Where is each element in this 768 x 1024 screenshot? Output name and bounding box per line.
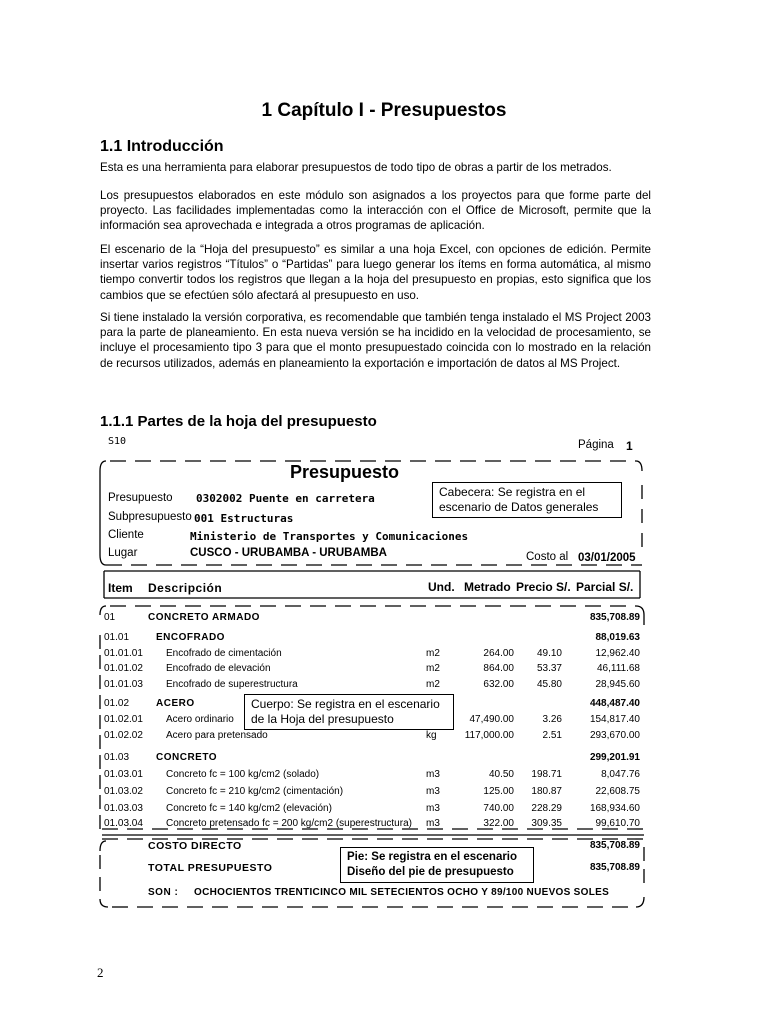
costo-value: 03/01/2005 (578, 552, 636, 564)
row-parcial: 12,962.40 (595, 648, 640, 659)
table-row (104, 769, 648, 783)
row-code: 01.03.03 (104, 803, 143, 814)
col-descripcion: Descripción (148, 581, 223, 595)
row-code: 01.02 (104, 698, 130, 709)
paragraph-1: Esta es una herramienta para elaborar presupuestos de todo tipo de obras a partir de los metrados. (100, 161, 612, 174)
row-code: 01 (104, 612, 116, 623)
row-code: 01.03.04 (104, 818, 143, 829)
row-desc: Acero para pretensado (166, 730, 268, 741)
page-label: Página (578, 439, 614, 451)
row-metrado: 40.50 (488, 769, 514, 780)
costo-directo-label: COSTO DIRECTO (148, 840, 242, 852)
row-parcial: 28,945.60 (595, 679, 640, 690)
row-parcial: 88,019.63 (595, 632, 640, 643)
row-code: 01.03 (104, 752, 130, 763)
row-parcial: 99,610.70 (595, 818, 640, 829)
row-precio: 198.71 (531, 769, 562, 780)
lugar-value: CUSCO - URUBAMBA - URUBAMBA (190, 547, 387, 559)
page-footer-number: 2 (97, 965, 104, 980)
paragraph-2: Los presupuestos elaborados en este módulo son asignados a los proyectos para que forme parte del proyecto. Las facilidades implementadas como la interacción con el Office de Microsoft, permite que la información sea aprovechada e integrada a otros programas de aplicación. (100, 189, 651, 233)
row-parcial: 168,934.60 (589, 803, 640, 814)
callout-pie: Pie: Se registra en el escenario Diseño del pie de presupuesto (340, 847, 534, 883)
row-und: m3 (426, 803, 440, 814)
row-precio: 53.37 (536, 663, 562, 674)
row-desc: Encofrado de cimentación (166, 648, 282, 659)
table-row (104, 648, 648, 662)
row-und: m3 (426, 818, 440, 829)
callout-cuerpo: Cuerpo: Se registra en el escenario de la Hoja del presupuesto (244, 694, 454, 730)
cliente-value: Ministerio de Transportes y Comunicaciones (190, 530, 469, 543)
row-desc: Encofrado de elevación (166, 663, 271, 674)
total-label: TOTAL PRESUPUESTO (148, 862, 273, 874)
costo-label: Costo al (526, 551, 569, 563)
presupuesto-value: 0302002 Puente en carretera (196, 492, 375, 505)
row-code: 01.03.02 (104, 786, 143, 797)
row-desc: ENCOFRADO (156, 632, 225, 643)
row-precio: 3.26 (542, 714, 562, 725)
presupuesto-label: Presupuesto (108, 492, 173, 504)
row-code: 01.01 (104, 632, 130, 643)
row-und: m2 (426, 663, 440, 674)
row-desc: CONCRETO ARMADO (148, 612, 260, 623)
row-desc: Concreto fc = 100 kg/cm2 (solado) (166, 769, 320, 780)
row-und: m2 (426, 648, 440, 659)
row-und: m3 (426, 769, 440, 780)
son-label: SON : (148, 887, 179, 898)
row-desc: Acero ordinario (166, 714, 234, 725)
row-precio: 2.51 (542, 730, 562, 741)
table-row (104, 679, 648, 693)
col-parcial: Parcial S/. (576, 580, 634, 594)
row-und: m3 (426, 786, 440, 797)
page-number-report: 1 (626, 439, 633, 453)
row-parcial: 22,608.75 (595, 786, 640, 797)
row-parcial: 835,708.89 (589, 612, 640, 623)
row-metrado: 864.00 (483, 663, 514, 674)
row-desc: Encofrado de superestructura (166, 679, 298, 690)
row-desc: CONCRETO (156, 752, 218, 763)
row-desc: ACERO (156, 698, 195, 709)
row-code: 01.03.01 (104, 769, 143, 780)
subpresupuesto-label: Subpresupuesto (108, 511, 192, 523)
table-row (104, 786, 648, 800)
row-code: 01.01.03 (104, 679, 143, 690)
row-code: 01.01.01 (104, 648, 143, 659)
row-parcial: 448,487.40 (589, 698, 640, 709)
row-precio: 49.10 (536, 648, 562, 659)
row-code: 01.02.02 (104, 730, 143, 741)
row-code: 01.01.02 (104, 663, 143, 674)
row-parcial: 293,670.00 (589, 730, 640, 741)
row-und: kg (426, 730, 437, 741)
lugar-label: Lugar (108, 547, 138, 559)
section-title: 1.1 Introducción (100, 138, 224, 155)
table-row (104, 663, 648, 677)
row-precio: 309.35 (531, 818, 562, 829)
row-metrado: 264.00 (483, 648, 514, 659)
row-desc: Concreto fc = 210 kg/cm2 (cimentación) (166, 786, 344, 797)
callout-cabecera: Cabecera: Se registra en el escenario de Datos generales (432, 482, 622, 518)
table-row (104, 612, 648, 626)
row-parcial: 46,111.68 (596, 663, 640, 674)
col-und: Und. (428, 580, 455, 594)
subsection-title: 1.1.1 Partes de la hoja del presupuesto (100, 413, 377, 430)
col-precio: Precio S/. (516, 580, 571, 594)
row-desc: Concreto fc = 140 kg/cm2 (elevación) (166, 803, 332, 814)
table-row (104, 752, 648, 766)
costo-directo-value: 835,708.89 (589, 840, 640, 851)
report-title: Presupuesto (290, 462, 400, 482)
row-code: 01.02.01 (104, 714, 143, 725)
report-code: S10 (108, 436, 127, 447)
row-metrado: 125.00 (483, 786, 514, 797)
row-metrado: 47,490.00 (469, 714, 514, 725)
subpresupuesto-value: 001 Estructuras (194, 512, 294, 525)
paragraph-4: Si tiene instalado la versión corporativa, es recomendable que también tenga instalado el MS Project 2003 para la parte de planeamiento. En esta nueva versión se ha incidido en la velocidad de procesamiento, se incluye el procesamiento tipo 3 para que el monto presupuestado coincida con lo mostrado en la relación de recursos utilizados, además en planeamiento la exportación e importación de datos al MS Project. (100, 311, 651, 370)
row-metrado: 322.00 (483, 818, 514, 829)
row-und: m2 (426, 679, 440, 690)
table-row (104, 730, 648, 744)
total-value: 835,708.89 (589, 862, 640, 873)
row-desc: Concreto pretensado fc = 200 kg/cm2 (superestructura) (166, 818, 412, 829)
paragraph-3: El escenario de la “Hoja del presupuesto” es similar a una hoja Excel, con opciones de edición. Permite insertar varios registros “Títulos” o “Partidas” para luego generar los ítems en forma automática, al mismo tiempo convertir todos los registros que llegan a la hoja del presupuesto en propias, esto significa que los cambios que se efectúen sólo afectará al presupuesto en uso. (100, 243, 651, 302)
table-row (104, 803, 648, 817)
col-metrado: Metrado (464, 580, 511, 594)
col-item: Item (108, 581, 133, 595)
row-metrado: 740.00 (483, 803, 514, 814)
row-precio: 180.87 (531, 786, 562, 797)
cliente-label: Cliente (108, 529, 144, 541)
table-row (104, 818, 648, 832)
row-precio: 45.80 (536, 679, 562, 690)
row-metrado: 632.00 (483, 679, 514, 690)
row-metrado: 117,000.00 (464, 730, 514, 741)
row-precio: 228.29 (531, 803, 562, 814)
son-value: OCHOCIENTOS TRENTICINCO MIL SETECIENTOS OCHO Y 89/100 NUEVOS SOLES (194, 887, 610, 898)
row-parcial: 299,201.91 (589, 752, 640, 763)
row-parcial: 8,047.76 (601, 769, 640, 780)
row-parcial: 154,817.40 (589, 714, 640, 725)
table-row (104, 632, 648, 646)
chapter-title: 1 Capítulo I - Presupuestos (261, 100, 507, 121)
